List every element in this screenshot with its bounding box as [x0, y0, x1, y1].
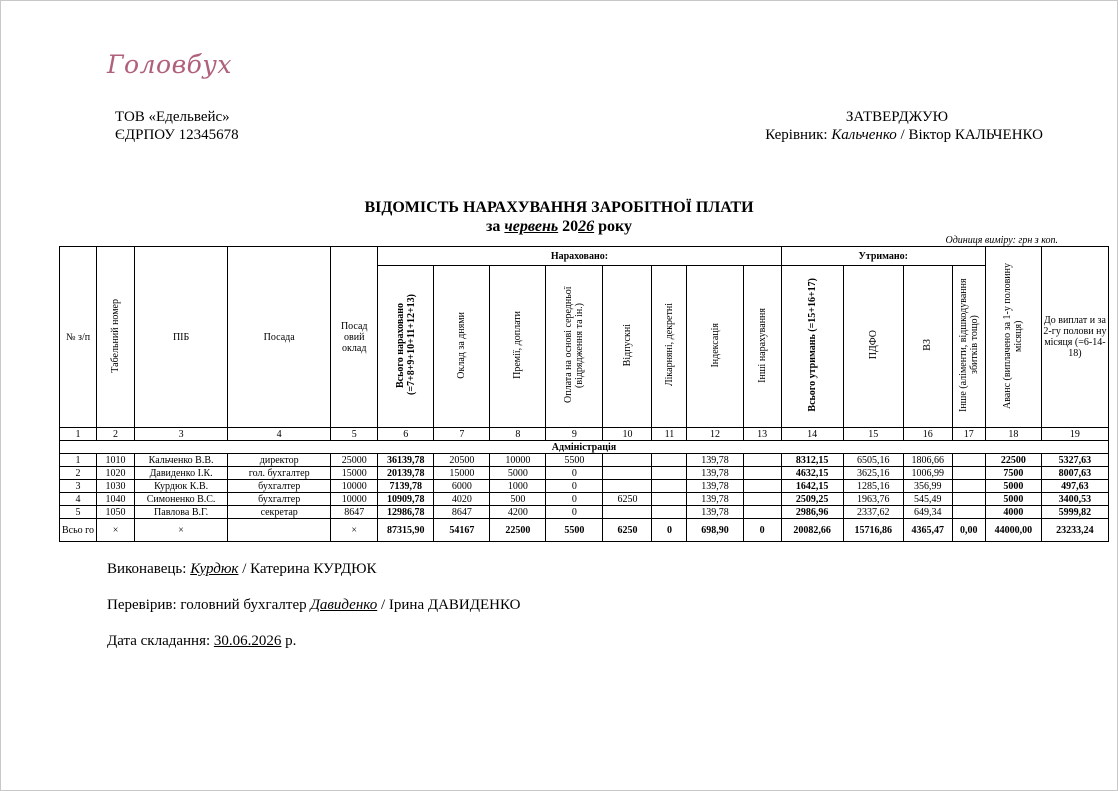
column-number-cell: 1: [60, 428, 97, 441]
table-row: [60, 454, 1109, 467]
column-number-cell: 19: [1041, 428, 1108, 441]
table-cell: 3: [60, 480, 97, 493]
table-cell: Курдюк К.В.: [135, 480, 228, 493]
table-cell: 139,78: [687, 493, 743, 506]
header-acc-index-text: Індексація: [709, 322, 721, 368]
payroll-table: [59, 246, 1109, 542]
organization-block: [115, 108, 239, 144]
executor-signature: Курдюк: [190, 561, 239, 577]
head-name: Віктор КАЛЬЧЕНКО: [908, 127, 1043, 143]
header-wh-pdfo-text: ПДФО: [867, 330, 879, 360]
table-cell: 8007,63: [1041, 467, 1108, 480]
title-month: червень: [504, 218, 559, 235]
header-acc-sick-text: Лікарняні, декретні: [663, 303, 675, 387]
table-cell: 500: [490, 493, 546, 506]
table-cell: гол. бухгалтер: [228, 467, 331, 480]
total-cell: 0: [652, 519, 687, 542]
table-cell: 4: [60, 493, 97, 506]
table-cell: 1030: [97, 480, 135, 493]
table-cell: 1010: [97, 454, 135, 467]
table-cell: [603, 480, 652, 493]
header-num: № з/п: [60, 247, 97, 428]
table-cell: 649,34: [903, 506, 952, 519]
table-cell: [603, 454, 652, 467]
header-wh-total-text: Всього утримань (=15+16+17): [806, 278, 818, 412]
header-acc-days: [434, 266, 490, 428]
checked-prefix: Перевірив: головний бухгалтер: [107, 597, 307, 613]
table-cell: [652, 506, 687, 519]
table-cell: 6000: [434, 480, 490, 493]
total-cell: 6250: [603, 519, 652, 542]
header-acc-vacation-text: Відпускні: [621, 323, 633, 367]
column-number-cell: 13: [743, 428, 781, 441]
total-cell: 0: [743, 519, 781, 542]
approve-label: ЗАТВЕРДЖУЮ: [845, 109, 948, 125]
table-cell: [952, 454, 985, 467]
header-withheld: Утримано:: [781, 247, 985, 266]
table-cell: 8647: [434, 506, 490, 519]
header-acc-index: [687, 266, 743, 428]
total-cell: 698,90: [687, 519, 743, 542]
header-salary: Посад овий оклад: [331, 247, 378, 428]
table-cell: секретар: [228, 506, 331, 519]
table-cell: 2337,62: [843, 506, 903, 519]
table-cell: 12986,78: [378, 506, 434, 519]
table-cell: [603, 467, 652, 480]
table-cell: 3400,53: [1041, 493, 1108, 506]
total-cell: 22500: [490, 519, 546, 542]
table-cell: 497,63: [1041, 480, 1108, 493]
table-cell: 5327,63: [1041, 454, 1108, 467]
date-line: [107, 632, 296, 650]
table-cell: 1642,15: [781, 480, 843, 493]
table-cell: 15000: [434, 467, 490, 480]
total-cell: ×: [97, 519, 135, 542]
column-number-cell: 2: [97, 428, 135, 441]
title-period: [0, 217, 1118, 236]
total-cell: 15716,86: [843, 519, 903, 542]
table-cell: 5000: [985, 480, 1041, 493]
table-cell: [952, 493, 985, 506]
column-number-cell: 8: [490, 428, 546, 441]
table-cell: 15000: [331, 467, 378, 480]
header-acc-vacation: [603, 266, 652, 428]
total-cell: [228, 519, 331, 542]
total-cell: 54167: [434, 519, 490, 542]
header-position: Посада: [228, 247, 331, 428]
title-year-word: року: [598, 218, 633, 235]
table-cell: [652, 480, 687, 493]
table-cell: 0: [546, 493, 603, 506]
logo: Головбух: [107, 50, 232, 79]
table-cell: [952, 467, 985, 480]
table-cell: Кальченко В.В.: [135, 454, 228, 467]
column-number-cell: 12: [687, 428, 743, 441]
table-cell: 10909,78: [378, 493, 434, 506]
table-cell: [652, 467, 687, 480]
table-cell: директор: [228, 454, 331, 467]
table-cell: 139,78: [687, 480, 743, 493]
date-prefix: Дата складання:: [107, 633, 211, 649]
table-cell: 4000: [985, 506, 1041, 519]
table-cell: 1285,16: [843, 480, 903, 493]
table-cell: бухгалтер: [228, 493, 331, 506]
column-number-cell: 16: [903, 428, 952, 441]
header-wh-pdfo: [843, 266, 903, 428]
total-cell: 23233,24: [1041, 519, 1108, 542]
table-cell: [743, 454, 781, 467]
table-cell: 10000: [331, 493, 378, 506]
column-number-cell: 4: [228, 428, 331, 441]
table-cell: 0: [546, 506, 603, 519]
table-cell: 1000: [490, 480, 546, 493]
table-cell: 6250: [603, 493, 652, 506]
executor-name: / Катерина КУРДЮК: [242, 561, 377, 577]
table-cell: 8312,15: [781, 454, 843, 467]
header-tab-number: [97, 247, 135, 428]
date-value: 30.06.2026: [213, 633, 282, 649]
header-acc-other-text: Інші нарахування: [756, 307, 768, 383]
table-cell: 22500: [985, 454, 1041, 467]
table-cell: [652, 454, 687, 467]
head-signature: Кальченко: [831, 127, 897, 143]
table-cell: 36139,78: [378, 454, 434, 467]
table-cell: 356,99: [903, 480, 952, 493]
title-year-a: 20: [562, 218, 579, 235]
executor-line: [107, 560, 377, 578]
table-cell: 3625,16: [843, 467, 903, 480]
table-cell: бухгалтер: [228, 480, 331, 493]
total-cell: Всьо го: [60, 519, 97, 542]
table-cell: 1806,66: [903, 454, 952, 467]
header-advance-text: Аванс (виплачено за 1-у половину місяця): [1002, 262, 1025, 409]
table-cell: 5999,82: [1041, 506, 1108, 519]
column-number-cell: 11: [652, 428, 687, 441]
table-cell: [743, 467, 781, 480]
column-number-cell: 18: [985, 428, 1041, 441]
column-number-cell: 5: [331, 428, 378, 441]
total-cell: 20082,66: [781, 519, 843, 542]
table-cell: 10000: [490, 454, 546, 467]
header-acc-other: [743, 266, 781, 428]
header-acc-total-text: Всього нараховано (=7+8+9+10+11+12+13): [394, 294, 417, 396]
column-number-cell: 17: [952, 428, 985, 441]
head-separator: /: [900, 127, 905, 143]
table-cell: [743, 493, 781, 506]
table-cell: 20500: [434, 454, 490, 467]
header-payout: До виплат и за 2-гу полови ну місяця (=6-14-18): [1041, 247, 1108, 428]
table-cell: [743, 506, 781, 519]
table-cell: 139,78: [687, 506, 743, 519]
header-wh-vz: [903, 266, 952, 428]
title-year: [562, 218, 594, 235]
header-advance: [985, 247, 1041, 428]
executor-prefix: Виконавець:: [107, 561, 187, 577]
table-cell: 5500: [546, 454, 603, 467]
column-number-row: [60, 428, 1109, 441]
checked-signature: Давиденко: [310, 597, 378, 613]
total-cell: 4365,47: [903, 519, 952, 542]
column-number-cell: 7: [434, 428, 490, 441]
units-note: Одиниця виміру: грн з коп.: [945, 235, 1058, 246]
table-cell: 4632,15: [781, 467, 843, 480]
title-main: ВІДОМІСТЬ НАРАХУВАННЯ ЗАРОБІТНОЇ ПЛАТИ: [364, 199, 754, 216]
header-wh-other: [952, 266, 985, 428]
table-cell: 545,49: [903, 493, 952, 506]
header-pib: ПІБ: [135, 247, 228, 428]
table-cell: 139,78: [687, 454, 743, 467]
total-cell: 87315,90: [378, 519, 434, 542]
title-for: за: [485, 218, 501, 235]
header-wh-total: [781, 266, 843, 428]
document-title: [0, 198, 1118, 236]
table-cell: 1040: [97, 493, 135, 506]
header-acc-bonus-text: Премії, доплати: [512, 311, 524, 379]
org-code: ЄДРПОУ 12345678: [115, 127, 239, 143]
table-row: [60, 467, 1109, 480]
table-cell: 4020: [434, 493, 490, 506]
table-row: [60, 506, 1109, 519]
header-acc-sick: [652, 266, 687, 428]
header-wh-vz-text: ВЗ: [922, 339, 934, 351]
total-cell: 5500: [546, 519, 603, 542]
checked-line: [107, 596, 520, 614]
column-number-cell: 3: [135, 428, 228, 441]
header-acc-avg-text: Оплата на основі середньої (відрядження та ін.): [563, 286, 586, 404]
total-row: [60, 519, 1109, 542]
table-row: [60, 493, 1109, 506]
total-cell: ×: [331, 519, 378, 542]
table-cell: 1006,99: [903, 467, 952, 480]
table-cell: 5: [60, 506, 97, 519]
header-acc-avg: [546, 266, 603, 428]
header-accrued: Нараховано:: [378, 247, 781, 266]
approval-block: [765, 108, 1043, 144]
table-cell: 4200: [490, 506, 546, 519]
table-cell: 8647: [331, 506, 378, 519]
header-acc-bonus: [490, 266, 546, 428]
total-cell: 44000,00: [985, 519, 1041, 542]
org-name: ТОВ «Едельвейс»: [115, 109, 230, 125]
section-row: [60, 441, 1109, 454]
table-cell: 0: [546, 480, 603, 493]
approve-head: [765, 126, 1043, 144]
date-suffix: р.: [285, 633, 297, 649]
table-cell: 1: [60, 454, 97, 467]
column-number-cell: 14: [781, 428, 843, 441]
table-cell: 2509,25: [781, 493, 843, 506]
header-wh-other-text: Інше (аліменти, відшкодування збитків тощо): [957, 278, 980, 412]
table-cell: Давиденко І.К.: [135, 467, 228, 480]
total-cell: ×: [135, 519, 228, 542]
table-cell: [952, 506, 985, 519]
column-number-cell: 15: [843, 428, 903, 441]
table-cell: Симоненко В.С.: [135, 493, 228, 506]
header-acc-total: [378, 266, 434, 428]
table-cell: 7139,78: [378, 480, 434, 493]
table-cell: 1963,76: [843, 493, 903, 506]
table-cell: 2986,96: [781, 506, 843, 519]
header-tab-number-text: Табельний номер: [110, 298, 122, 373]
table-cell: [743, 480, 781, 493]
table-cell: 10000: [331, 480, 378, 493]
head-prefix: Керівник:: [765, 127, 828, 143]
table-cell: [952, 480, 985, 493]
table-cell: 0: [546, 467, 603, 480]
table-cell: [652, 493, 687, 506]
table-cell: 5000: [985, 493, 1041, 506]
table-cell: 5000: [490, 467, 546, 480]
section-label: Адміністрація: [60, 441, 1109, 454]
table-cell: 2: [60, 467, 97, 480]
table-cell: Павлова В.Г.: [135, 506, 228, 519]
column-number-cell: 6: [378, 428, 434, 441]
header-acc-days-text: Оклад за днями: [456, 311, 468, 379]
table-row: [60, 480, 1109, 493]
table-cell: 7500: [985, 467, 1041, 480]
column-number-cell: 9: [546, 428, 603, 441]
table-cell: 1050: [97, 506, 135, 519]
table-cell: 25000: [331, 454, 378, 467]
column-number-cell: 10: [603, 428, 652, 441]
table-cell: 1020: [97, 467, 135, 480]
table-cell: 139,78: [687, 467, 743, 480]
title-year-b: 26: [578, 218, 595, 235]
total-cell: 0,00: [952, 519, 985, 542]
payroll-body: [60, 428, 1109, 542]
table-cell: [603, 506, 652, 519]
table-cell: 20139,78: [378, 467, 434, 480]
checked-name: / Ірина ДАВИДЕНКО: [380, 597, 521, 613]
table-cell: 6505,16: [843, 454, 903, 467]
